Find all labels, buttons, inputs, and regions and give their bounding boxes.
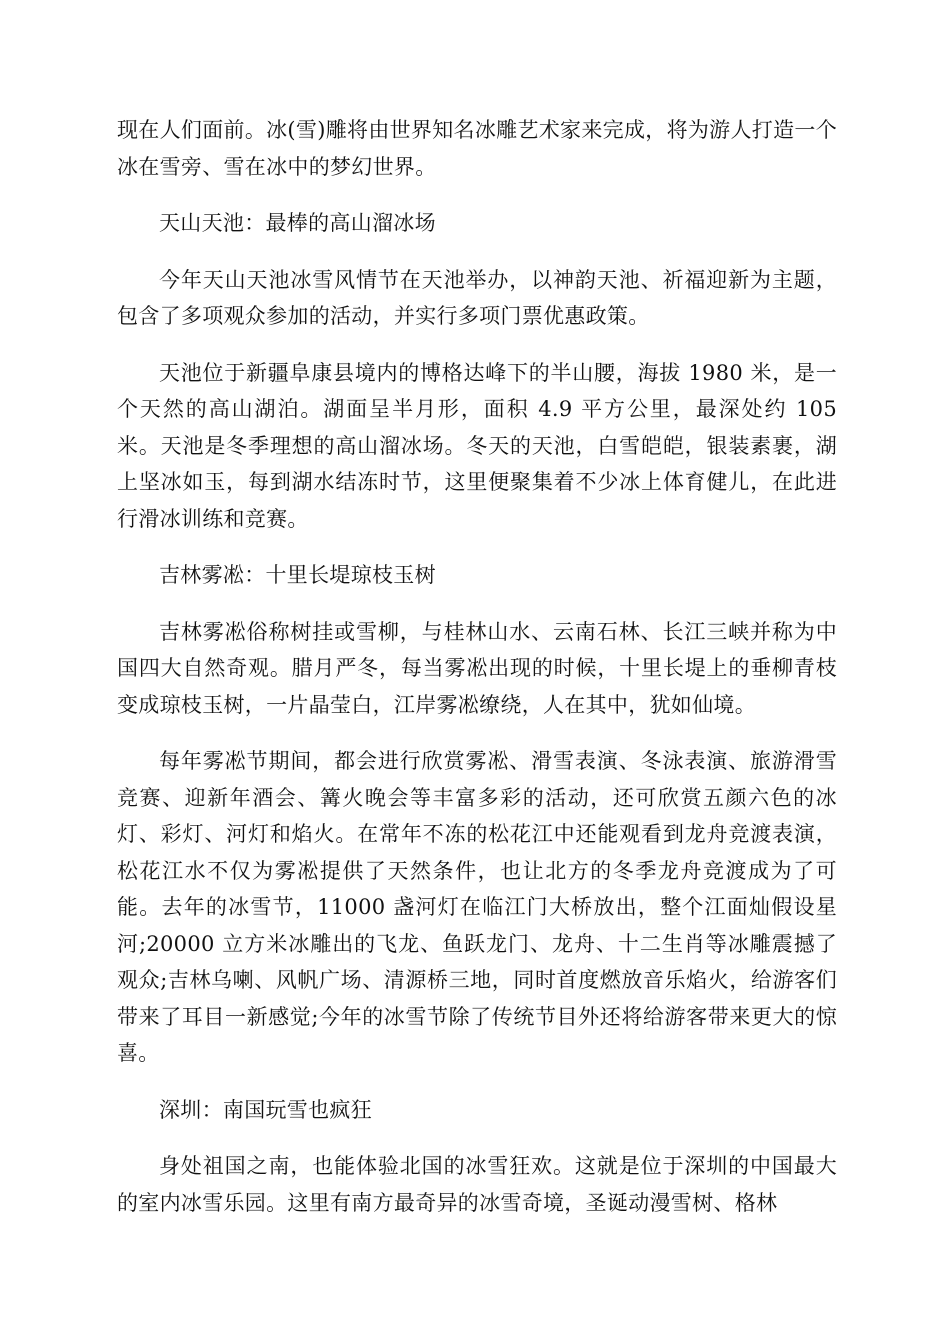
paragraph-jilin-festival: 每年雾凇节期间，都会进行欣赏雾凇、滑雪表演、冬泳表演、旅游滑雪竞赛、迎新年酒会、篝火晚会等丰富多彩的活动，还可欣赏五颜六色的冰灯、彩灯、河灯和焰火。在常年不冻的松花江中还能观看到龙舟竞渡表演，松花江水不仅为雾凇提供了天然条件，也让北方的冬季龙舟竞渡成为了可能。去年的冰雪节，11000 盏河灯在临江门大桥放出，整个江面灿假设星河;20000 立方米冰雕出的飞龙、鱼跃龙门、龙舟、十二生肖等冰雕震撼了观众;吉林乌喇、风帆广场、清源桥三地，同时首度燃放音乐焰火，给游客们带来了耳目一新感觉;今年的冰雪节除了传统节目外还将给游客带来更大的惊喜。 bbox=[117, 749, 837, 1065]
section-heading-shenzhen: 深圳：南国玩雪也疯狂 bbox=[159, 1097, 372, 1122]
section-heading-tianchi: 天山天池：最棒的高山溜冰场 bbox=[159, 211, 436, 235]
document-page bbox=[117, 112, 837, 1241]
paragraph-shenzhen: 身处祖国之南，也能体验北国的冰雪狂欢。这就是位于深圳的中国最大的室内冰雪乐园。这里有南方最奇异的冰雪奇境，圣诞动漫雪树、格林 bbox=[117, 1154, 837, 1215]
paragraph-intro: 现在人们面前。冰(雪)雕将由世界知名冰雕艺术家来完成，将为游人打造一个冰在雪旁、雪在冰中的梦幻世界。 bbox=[117, 118, 837, 179]
section-heading-jilin: 吉林雾凇：十里长堤琼枝玉树 bbox=[159, 563, 436, 587]
paragraph-jilin-rime: 吉林雾凇俗称树挂或雪柳，与桂林山水、云南石林、长江三峡并称为中国四大自然奇观。腊月严冬，每当雾凇出现的时候，十里长堤上的垂柳青枝变成琼枝玉树，一片晶莹白，江岸雾凇缭绕，人在其中，犹如仙境。 bbox=[117, 619, 837, 717]
paragraph-tianchi-festival: 今年天山天池冰雪风情节在天池举办，以神韵天池、祈福迎新为主题，包含了多项观众参加的活动，并实行多项门票优惠政策。 bbox=[117, 267, 837, 328]
paragraph-tianchi-lake: 天池位于新疆阜康县境内的博格达峰下的半山腰，海拔 1980 米，是一个天然的高山湖泊。湖面呈半月形，面积 4.9 平方公里，最深处约 105 米。天池是冬季理想的高山溜冰场。冬天的天池，白雪皑皑，银装素裹，湖上坚冰如玉，每到湖水结冻时节，这里便聚集着不少冰上体育健儿，在此进行滑冰训练和竞赛。 bbox=[117, 360, 837, 531]
